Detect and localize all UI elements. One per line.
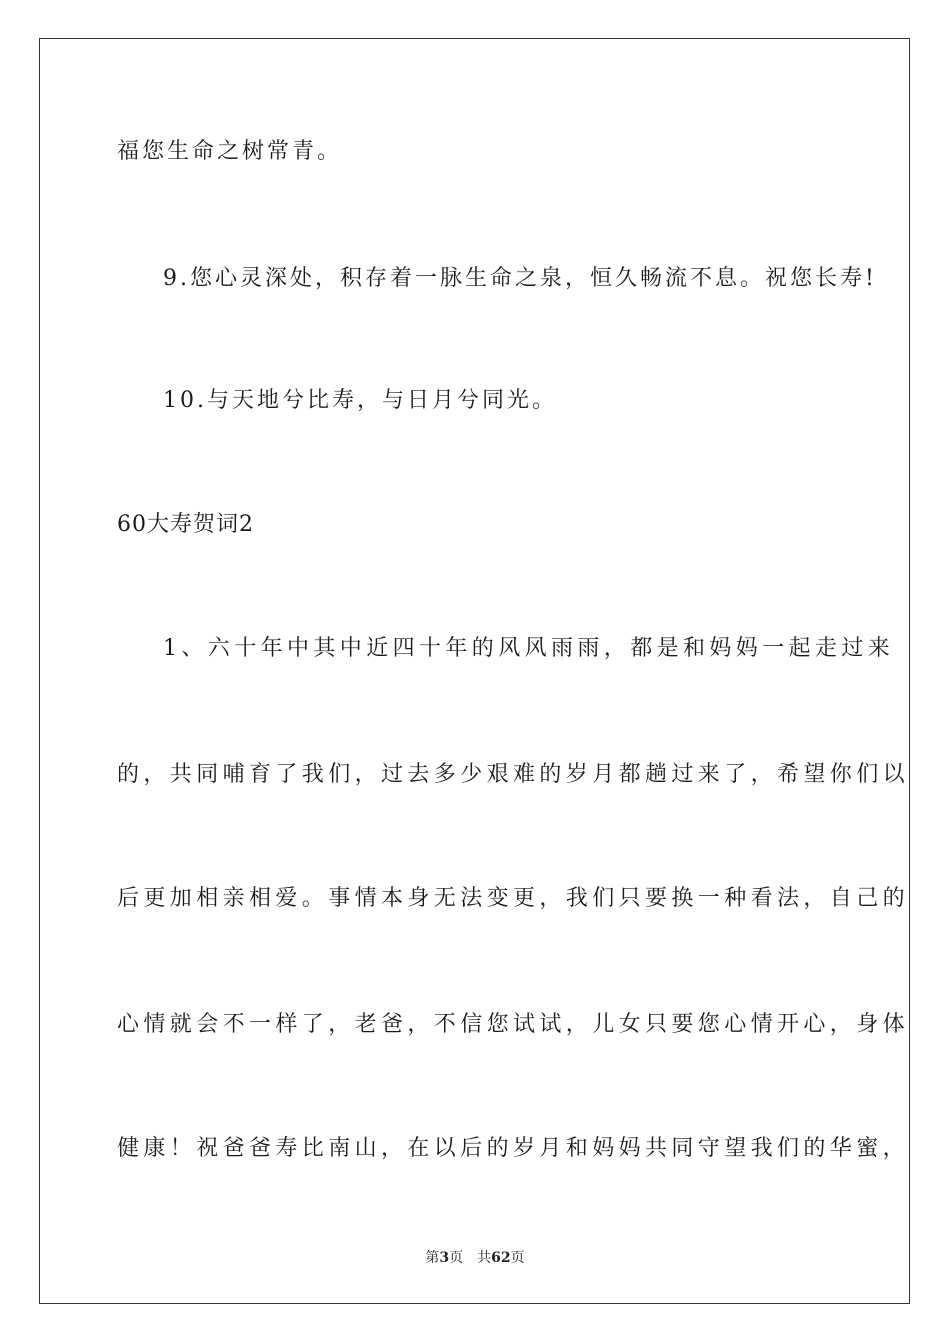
section-heading: 60大寿贺词2 bbox=[117, 512, 254, 537]
total-pages: 62 bbox=[491, 1250, 511, 1266]
page-suffix: 页 bbox=[449, 1250, 464, 1266]
total-suffix: 页 bbox=[510, 1250, 525, 1266]
body-line-8: 心情就会不一样了，老爸，不信您试试，儿女只要您心情开心，身体 bbox=[117, 1012, 910, 1037]
page-footer bbox=[0, 1248, 950, 1268]
body-line-5: 1、六十年中其中近四十年的风风雨雨，都是和妈妈一起走过来 bbox=[163, 636, 895, 661]
page-border bbox=[39, 38, 910, 1304]
body-line-3: 10.与天地兮比寿，与日月兮同光。 bbox=[163, 388, 557, 413]
body-line-9: 健康！祝爸爸寿比南山，在以后的岁月和妈妈共同守望我们的华蜜， bbox=[117, 1136, 910, 1161]
body-line-7: 后更加相亲相爱。事情本身无法变更，我们只要换一种看法，自己的 bbox=[117, 886, 910, 911]
body-line-1: 福您生命之树常青。 bbox=[117, 139, 343, 164]
body-line-2: 9.您心灵深处，积存着一脉生命之泉，恒久畅流不息。祝您长寿! bbox=[163, 266, 877, 291]
page-number: 3 bbox=[439, 1250, 450, 1266]
total-prefix: 共 bbox=[477, 1250, 492, 1266]
body-line-6: 的，共同哺育了我们，过去多少艰难的岁月都趟过来了，希望你们以 bbox=[117, 762, 910, 787]
page-prefix: 第 bbox=[425, 1250, 440, 1266]
